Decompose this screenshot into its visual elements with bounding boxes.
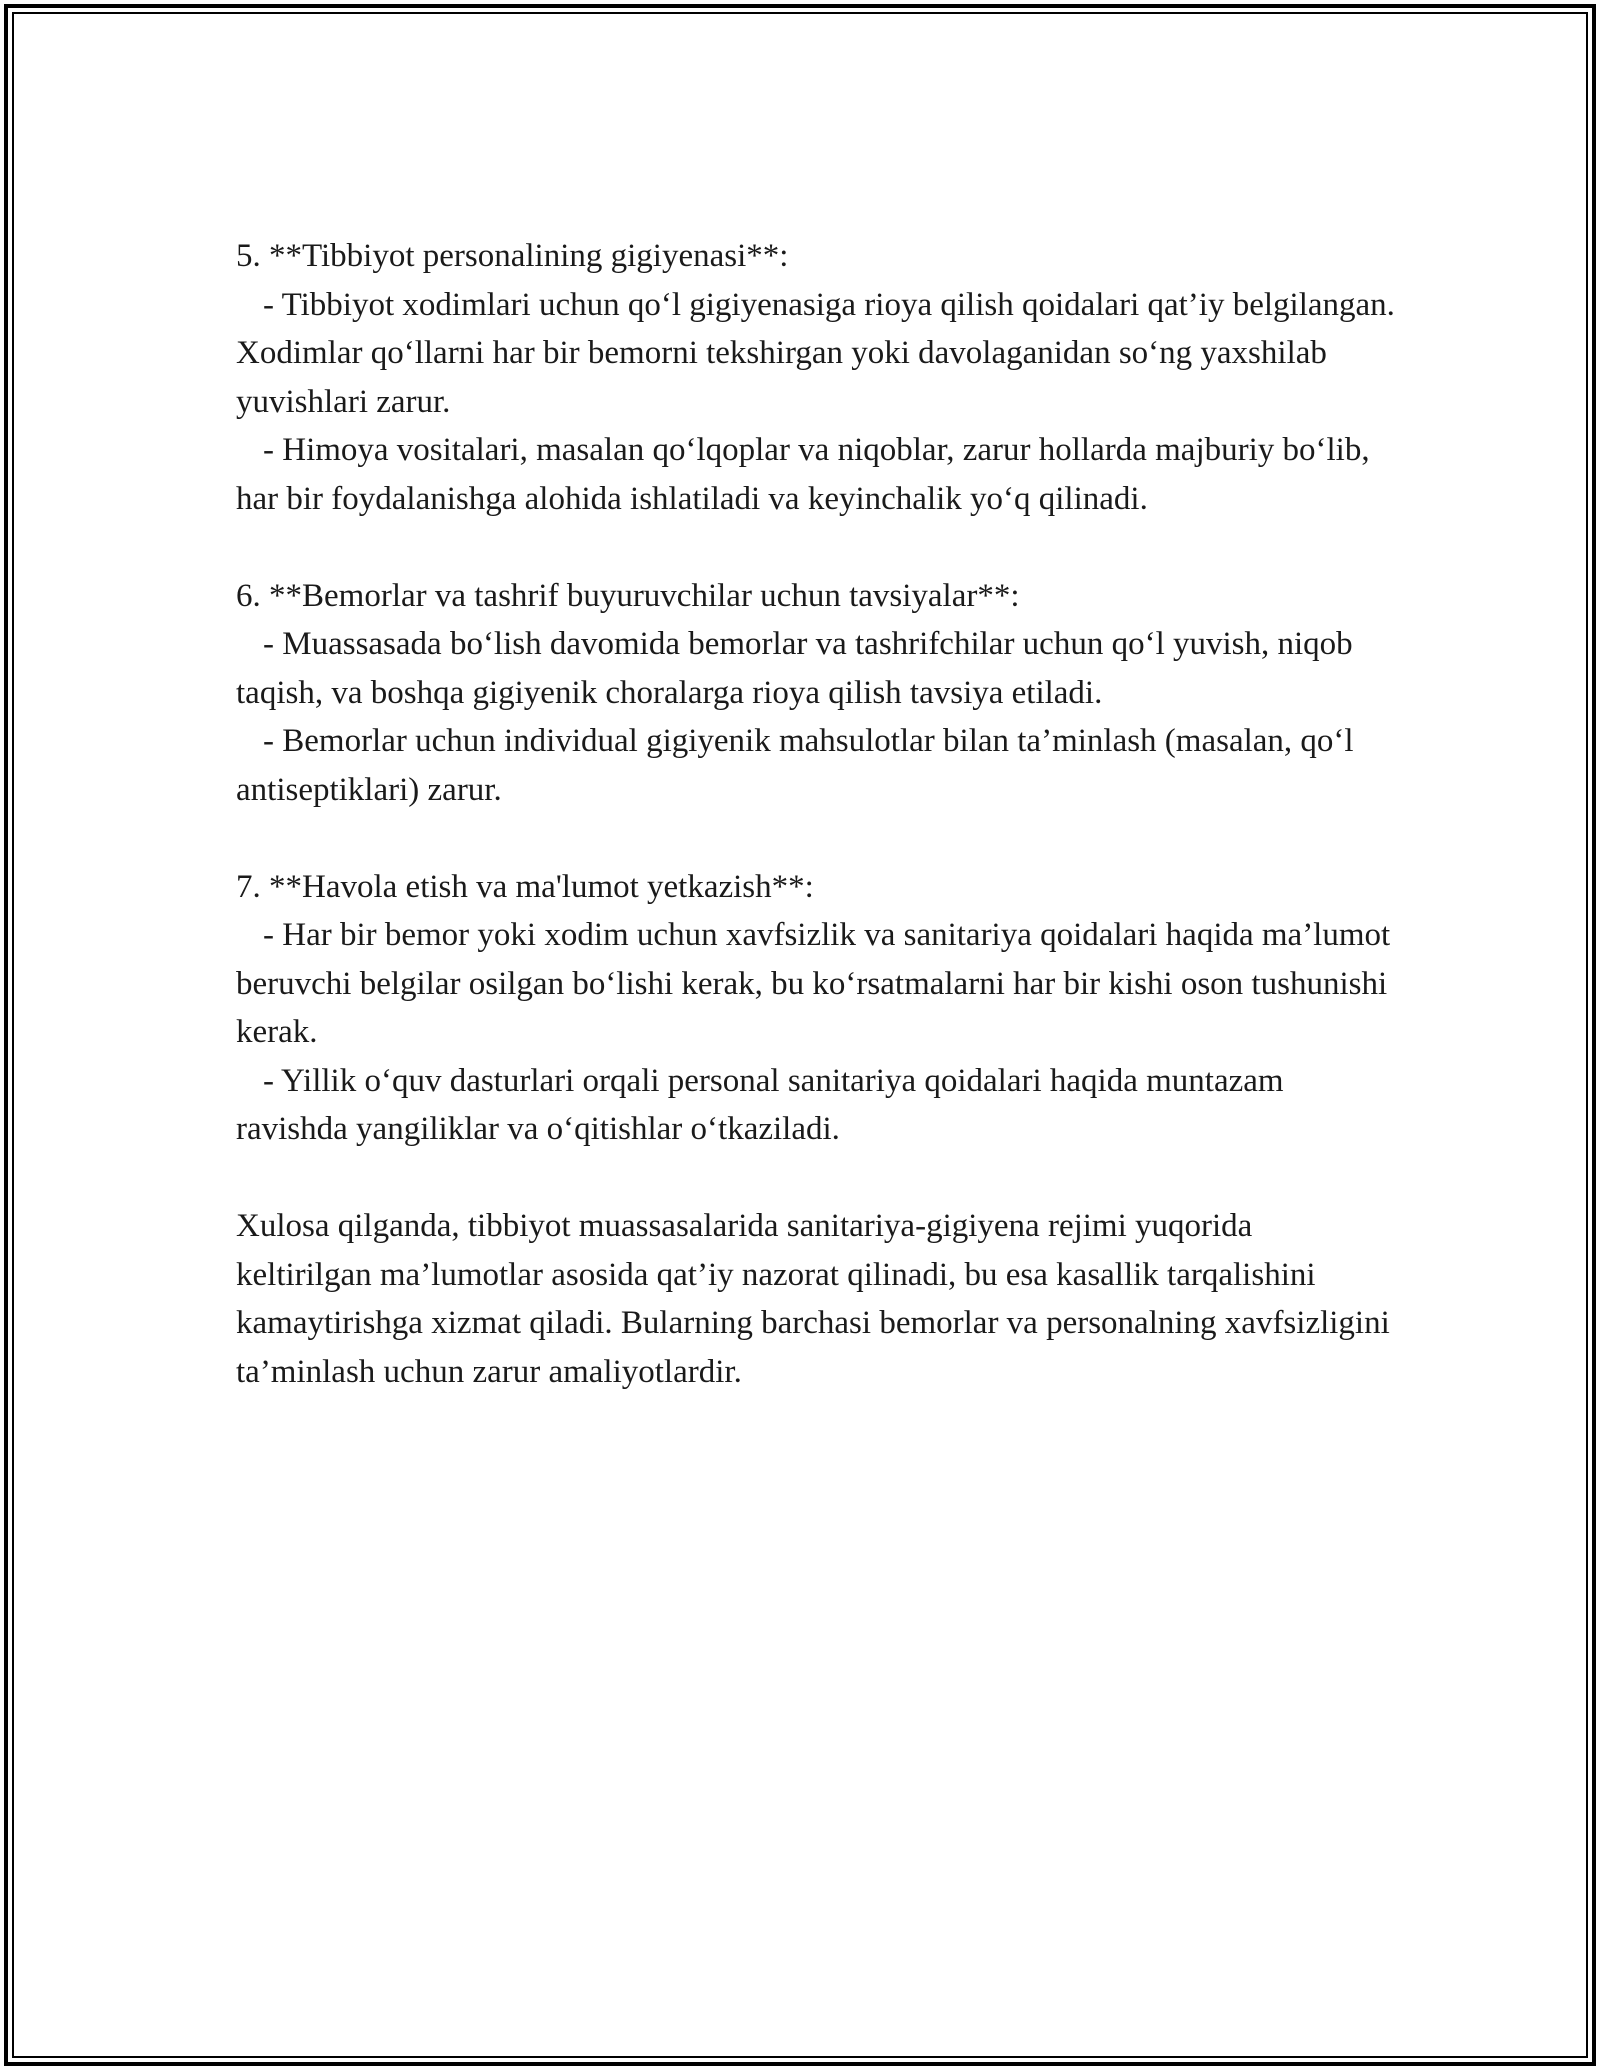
section-bullet: - Tibbiyot xodimlari uchun qo‘l gigiyenasiga rioya qilish qoidalari qat’iy belgilangan. Xodimlar qo‘llarni har bir bemorni tekshirgan yoki davolaganidan so‘ng yaxshilab yuvishlari zarur. xyxy=(236,286,1395,420)
section-7 xyxy=(236,863,1396,1154)
section-bullet: - Bemorlar uchun individual gigiyenik mahsulotlar bilan ta’minlash (masalan, qo‘l antiseptiklari) zarur. xyxy=(236,723,1354,808)
section-bullet: - Har bir bemor yoki xodim uchun xavfsizlik va sanitariya qoidalari haqida ma’lumot beruvchi belgilar osilgan bo‘lishi kerak, bu ko‘rsatmalarni har bir kishi oson tushunishi kerak. xyxy=(236,917,1391,1050)
section-bullet: - Himoya vositalari, masalan qo‘lqoplar va niqoblar, zarur hollarda majburiy bo‘lib, har bir foydalanishga alohida ishlatiladi va keyinchalik yo‘q qilinadi. xyxy=(236,432,1370,517)
conclusion-paragraph: Xulosa qilganda, tibbiyot muassasalarida sanitariya-gigiyena rejimi yuqorida keltirilgan ma’lumotlar asosida qat’iy nazorat qilinadi, bu esa kasallik tarqalishini kamaytirishga xizmat qiladi. Bularning barchasi bemorlar va personalning xavfsizligini ta’minlash uchun zarur amaliyotlardir. xyxy=(236,1208,1390,1390)
section-6 xyxy=(236,572,1396,815)
section-heading: 6. **Bemorlar va tashrif buyuruvchilar uchun tavsiyalar**: xyxy=(236,577,1020,614)
document-body xyxy=(236,232,1396,1445)
section-bullet: - Muassasada bo‘lish davomida bemorlar va tashrifchilar uchun qo‘l yuvish, niqob taqish, va boshqa gigiyenik choralarga rioya qilish tavsiya etiladi. xyxy=(236,626,1353,711)
section-bullet: - Yillik o‘quv dasturlari orqali personal sanitariya qoidalari haqida muntazam ravishda yangiliklar va o‘qitishlar o‘tkaziladi. xyxy=(236,1062,1284,1147)
section-5 xyxy=(236,232,1396,523)
conclusion-block xyxy=(236,1202,1396,1396)
section-heading: 7. **Havola etish va ma'lumot yetkazish**: xyxy=(236,868,814,905)
section-heading: 5. **Tibbiyot personalining gigiyenasi**: xyxy=(236,238,789,274)
